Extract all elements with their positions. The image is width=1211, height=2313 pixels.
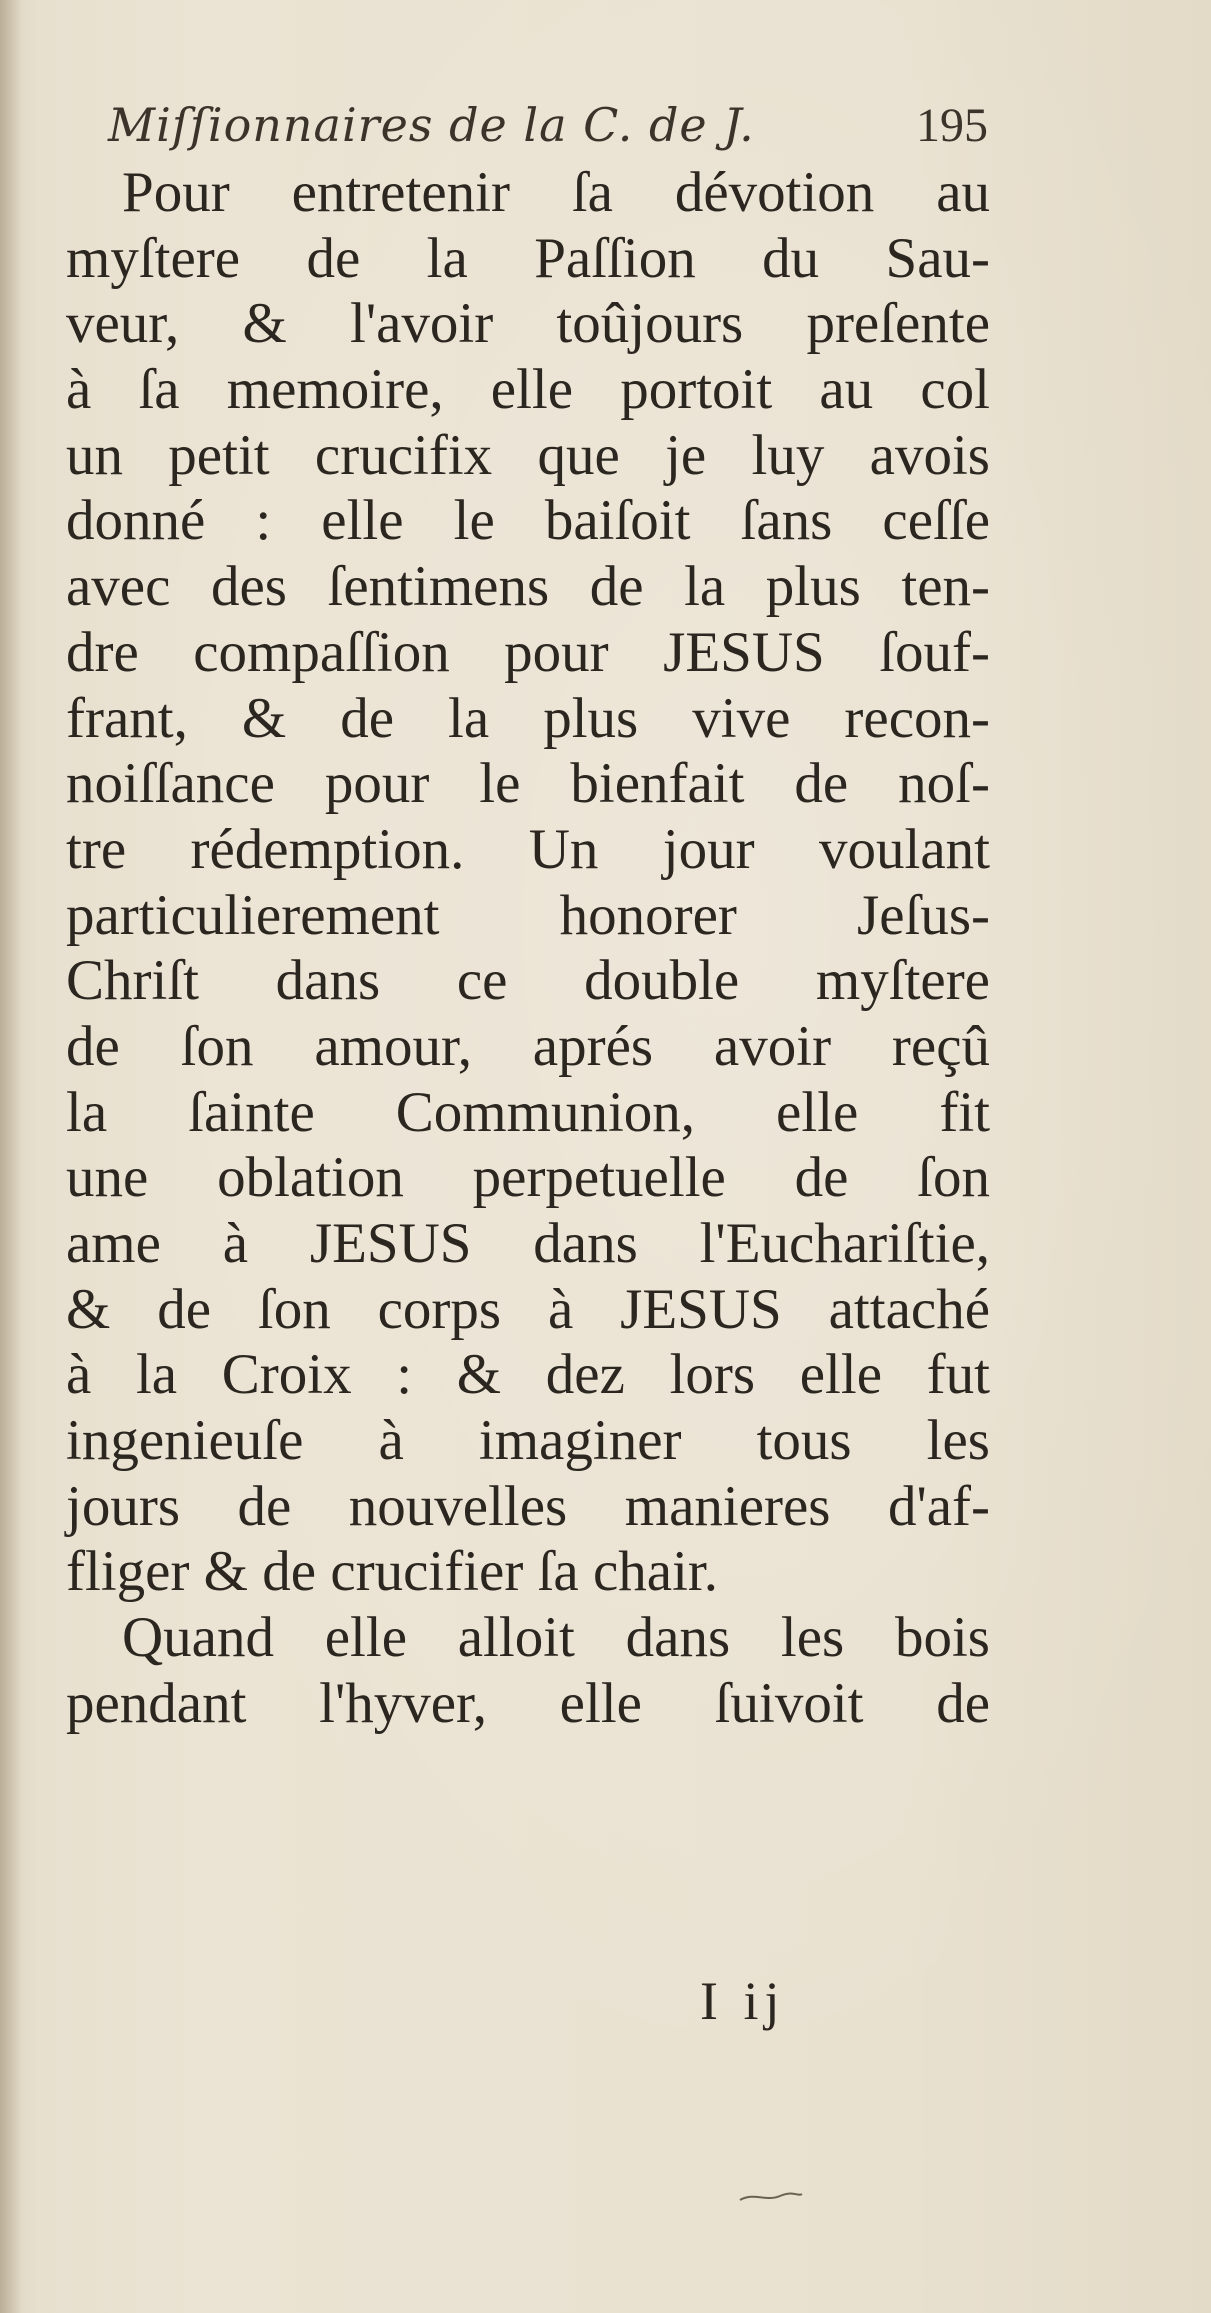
text-line: un petit crucifix que je luy avois bbox=[66, 423, 990, 487]
page-header bbox=[108, 98, 988, 168]
text-line: Chriſt dans ce double myſtere bbox=[66, 949, 990, 1013]
body-text bbox=[66, 160, 990, 1737]
text-line: fliger & de crucifier ſa chair. bbox=[66, 1540, 718, 1604]
text-line: de ſon amour, aprés avoir reçû bbox=[66, 1014, 990, 1078]
text-line: à la Croix : & dez lors elle fut bbox=[66, 1343, 990, 1407]
text-line: donné : elle le baiſoit ſans ceſſe bbox=[66, 489, 990, 553]
text-line: & de ſon corps à JESUS attaché bbox=[66, 1277, 990, 1341]
text-line: ame à JESUS dans l'Euchariſtie, bbox=[66, 1212, 990, 1275]
text-line: tre rédemption. Un jour voulant bbox=[66, 817, 990, 881]
text-line: ingenieuſe à imaginer tous les bbox=[66, 1409, 990, 1473]
running-head: Miſſionnaires de la C. de J. bbox=[108, 98, 755, 152]
gutter-shadow bbox=[0, 0, 22, 2313]
text-line: avec des ſentimens de la plus ten- bbox=[66, 555, 990, 619]
text-line: jours de nouvelles manieres d'af- bbox=[66, 1474, 990, 1538]
text-line: veur, & l'avoir toûjours preſente bbox=[66, 292, 990, 356]
text-line: à ſa memoire, elle portoit au col bbox=[66, 358, 990, 422]
text-line: Pour entretenir ſa dévotion au bbox=[122, 161, 990, 224]
text-line: une oblation perpetuelle de ſon bbox=[66, 1146, 990, 1210]
text-line: particulierement honorer Jeſus- bbox=[66, 883, 990, 947]
text-line: dre compaſſion pour JESUS ſouf- bbox=[66, 620, 990, 684]
text-line: noiſſance pour le bienfait de noſ- bbox=[66, 752, 990, 816]
text-line: pendant l'hyver, elle ſuivoit de bbox=[66, 1671, 990, 1735]
text-line: myſtere de la Paſſion du Sau- bbox=[66, 226, 990, 290]
signature-mark: I ij bbox=[700, 1971, 786, 2031]
page-number: 195 bbox=[916, 99, 988, 152]
ink-mark bbox=[736, 2188, 806, 2204]
text-line: la ſainte Communion, elle fit bbox=[66, 1080, 990, 1144]
text-line: frant, & de la plus vive recon- bbox=[66, 686, 990, 750]
text-line: Quand elle alloit dans les bois bbox=[122, 1606, 990, 1670]
